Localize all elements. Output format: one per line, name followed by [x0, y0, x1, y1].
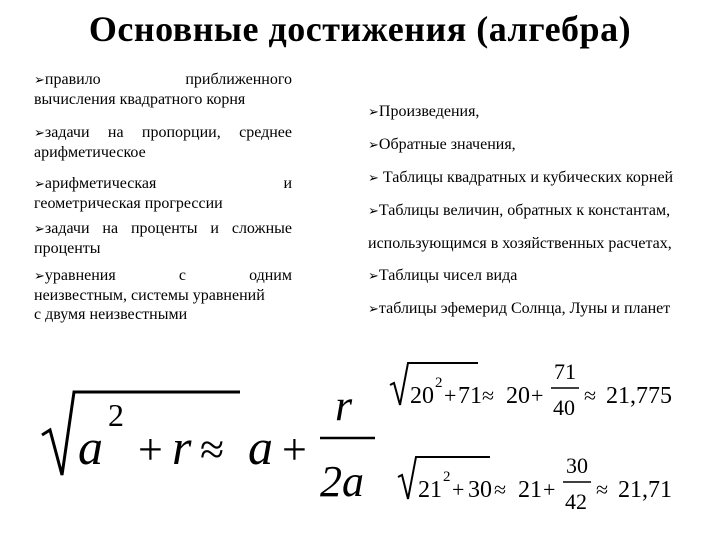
formula-result: 21,71: [618, 477, 672, 503]
list-item: [368, 168, 716, 188]
list-item-text: задачи на пропорции, среднее: [44, 124, 292, 141]
formula-term: 20: [506, 383, 530, 409]
fraction-numerator: r: [335, 381, 353, 430]
formula-operator: ≈: [584, 383, 597, 408]
formula-term: 21: [418, 477, 442, 503]
arrow-bullet-icon: ➢: [368, 138, 379, 153]
formula-exponent: 2: [435, 375, 443, 391]
formula-term: 71: [458, 383, 482, 409]
list-item-text: Таблицы чисел вида: [378, 267, 518, 284]
formula-term: 30: [468, 477, 492, 503]
formula-operator: +: [282, 425, 307, 474]
fraction-denominator: 2a: [320, 457, 364, 506]
formula-example-2: [388, 445, 700, 520]
list-item-continuation: [368, 234, 716, 253]
list-item: [34, 266, 292, 324]
formula-term: 20: [410, 383, 434, 409]
list-item-text: геометрическая прогрессии: [34, 195, 223, 212]
formula-result: 21,775: [606, 383, 672, 409]
formula-operator: ≈: [200, 425, 225, 474]
arrow-bullet-icon: ➢: [34, 177, 45, 192]
arrow-bullet-icon: ➢: [368, 269, 379, 284]
list-item: [368, 266, 716, 286]
list-item: [34, 174, 292, 213]
list-item-text: Таблицы квадратных и кубических корней: [382, 169, 674, 186]
arrow-bullet-icon: ➢: [34, 126, 45, 141]
arrow-bullet-icon: ➢: [368, 171, 379, 186]
list-item-text: арифметическое: [34, 144, 146, 161]
formula-operator: +: [138, 425, 163, 474]
list-item-text: задачи на проценты и сложные: [44, 220, 292, 237]
formula-operator: ≈: [482, 383, 495, 408]
formula-operator: +: [543, 477, 556, 502]
list-item-text: Обратные значения,: [378, 136, 516, 153]
list-item-text: уравнения с одним: [44, 267, 292, 284]
list-item-text: с двумя неизвестными: [34, 306, 188, 323]
formula-example-1: [388, 355, 700, 425]
list-item-text: неизвестным, системы уравнений: [34, 287, 265, 304]
list-item: [34, 219, 292, 258]
list-item-text: вычисления квадратного корня: [34, 91, 246, 108]
formula-term: a: [78, 419, 103, 475]
fraction-denominator: 40: [553, 395, 575, 420]
arrow-bullet-icon: ➢: [34, 222, 45, 237]
formula-main: [30, 380, 390, 510]
formula-operator: +: [444, 383, 457, 408]
fraction-denominator: 42: [565, 489, 587, 514]
fraction-numerator: 30: [566, 453, 588, 478]
formula-operator: +: [452, 477, 465, 502]
formula-operator: +: [531, 383, 544, 408]
list-item: [368, 201, 716, 221]
list-item-text: Таблицы величин, обратных к константам,: [378, 202, 671, 219]
formula-operator: ≈: [494, 477, 507, 502]
list-item-text: Произведения,: [378, 103, 480, 120]
formula-exponent: 2: [108, 397, 124, 433]
fraction-numerator: 71: [554, 359, 576, 384]
arrow-bullet-icon: ➢: [368, 302, 379, 317]
list-item: [34, 70, 292, 109]
formula-term: a: [248, 419, 273, 475]
formula-exponent: 2: [443, 469, 451, 485]
list-item: [368, 135, 716, 155]
formula-term: r: [172, 419, 192, 475]
list-item: [368, 102, 716, 122]
list-item-text: использующимся в хозяйственных расчетах,: [368, 235, 672, 252]
list-item: [34, 123, 292, 162]
formula-term: 21: [518, 477, 542, 503]
arrow-bullet-icon: ➢: [34, 73, 45, 88]
list-item-text: правило приближенного: [44, 71, 292, 88]
page-title: Основные достижения (алгебра): [88, 9, 632, 49]
list-item-text: арифметическая и: [44, 175, 292, 192]
list-item-text: таблицы эфемерид Солнца, Луны и планет: [378, 300, 671, 317]
arrow-bullet-icon: ➢: [34, 269, 45, 284]
list-item: [368, 299, 716, 319]
formula-operator: ≈: [596, 477, 609, 502]
arrow-bullet-icon: ➢: [368, 105, 379, 120]
list-item-text: проценты: [34, 240, 101, 257]
arrow-bullet-icon: ➢: [368, 204, 379, 219]
